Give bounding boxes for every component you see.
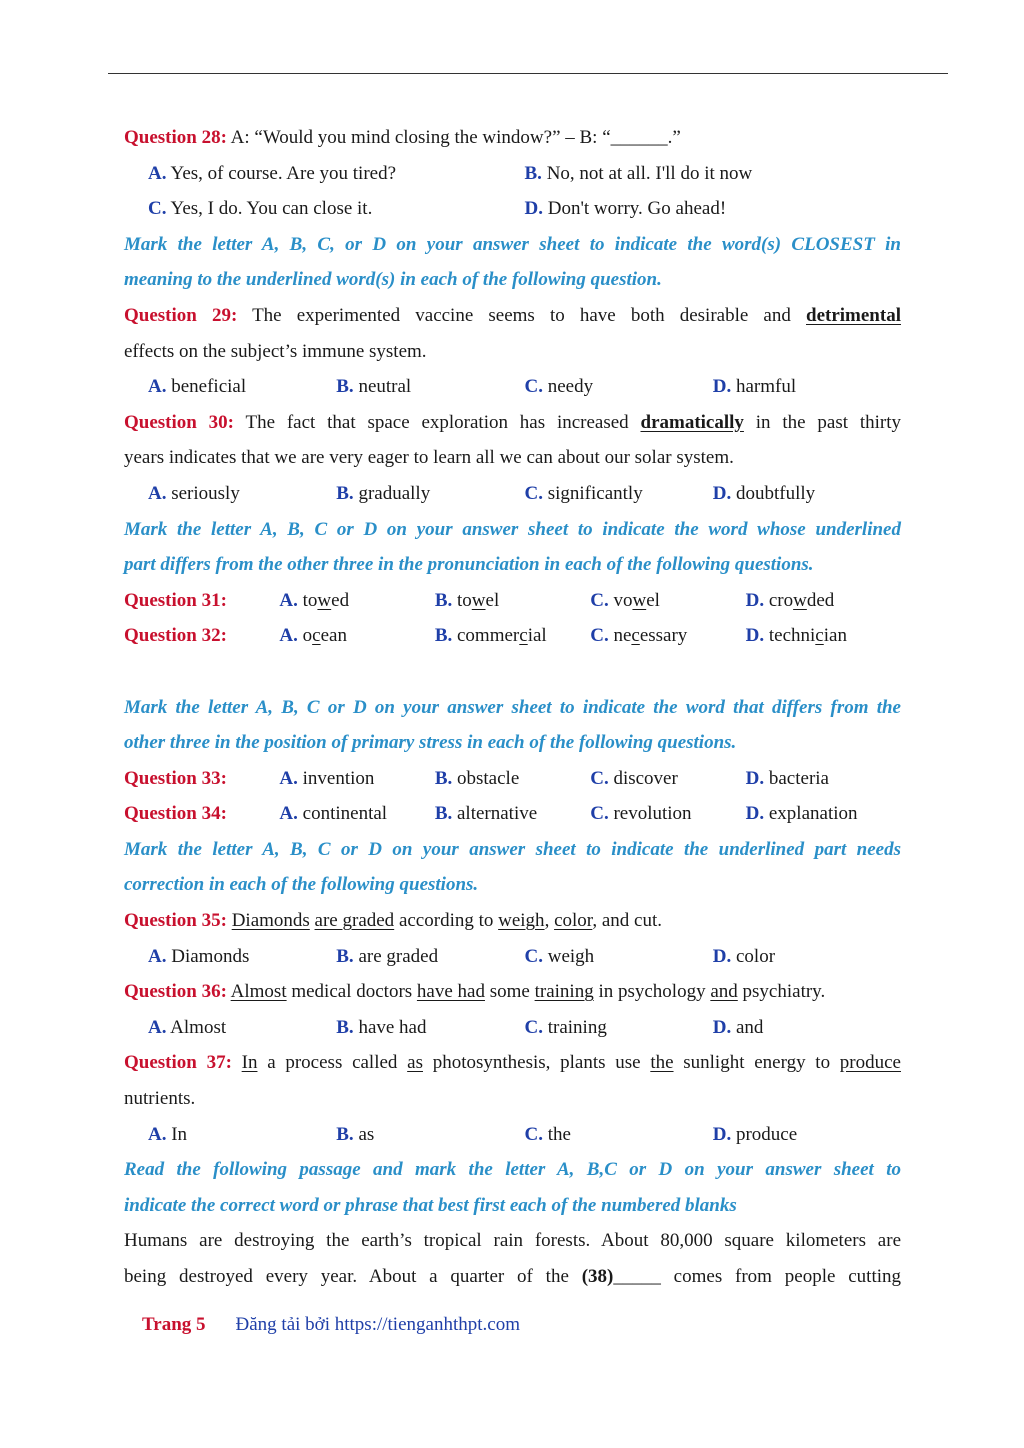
underlined-part: Almost xyxy=(230,981,287,1003)
option-text: and xyxy=(731,1016,764,1038)
option-letter: D. xyxy=(712,1016,732,1038)
option-text: ed xyxy=(331,589,350,611)
page-footer xyxy=(142,1314,520,1336)
question-32 xyxy=(124,618,901,654)
option-letter: C. xyxy=(590,767,609,789)
question-33 xyxy=(124,761,901,797)
option-text: commer xyxy=(452,625,520,647)
q28-options-row-1 xyxy=(124,156,901,192)
option-d xyxy=(746,583,901,619)
option-text: significantly xyxy=(542,482,643,504)
option-text: essary xyxy=(639,625,688,647)
question-label: Question 29: xyxy=(124,304,238,326)
q35-options xyxy=(124,939,901,975)
option-text: produce xyxy=(731,1123,798,1145)
option-text: Diamonds xyxy=(166,945,250,967)
spacer xyxy=(124,654,901,690)
option-b xyxy=(435,618,590,654)
underlined-letter: c xyxy=(631,625,640,647)
option-d xyxy=(713,476,901,512)
option-b xyxy=(336,1010,524,1046)
underlined-part: In xyxy=(241,1052,258,1074)
instruction-stress: Mark the letter A, B, C or D on your answer sheet to indicate the word that differs from the xyxy=(124,696,901,718)
option-letter: D. xyxy=(745,625,765,647)
option-a xyxy=(148,369,336,405)
option-text: to xyxy=(297,589,318,611)
question-text: , and cut. xyxy=(592,910,662,932)
option-letter: B. xyxy=(336,482,354,504)
passage-line-2 xyxy=(124,1259,901,1295)
question-text xyxy=(232,1052,242,1073)
option-b xyxy=(336,476,524,512)
option-text: vo xyxy=(608,589,633,611)
question-37 xyxy=(124,1045,901,1081)
option-a xyxy=(148,476,336,512)
option-text: ne xyxy=(608,625,632,647)
option-letter: B. xyxy=(524,162,542,184)
question-text: psychiatry. xyxy=(737,981,826,1003)
option-text: harmful xyxy=(731,376,797,398)
option-text: No, not at all. I'll do it now xyxy=(541,162,753,184)
option-c xyxy=(590,796,745,832)
question-29 xyxy=(124,298,901,334)
option-text: o xyxy=(297,625,313,647)
question-label: Question 33: xyxy=(124,767,227,789)
option-letter: B. xyxy=(434,767,453,789)
underlined-part: Diamonds xyxy=(231,910,310,932)
passage-text: being destroyed every year. About a quarter of the xyxy=(124,1266,582,1287)
option-letter: C. xyxy=(148,198,167,220)
option-text: have had xyxy=(353,1016,427,1038)
underlined-part: the xyxy=(650,1052,674,1074)
option-letter: A. xyxy=(279,803,298,825)
option-d xyxy=(746,761,901,797)
option-text: doubtfully xyxy=(731,482,816,504)
passage-line-1: Humans are destroying the earth’s tropical rain forests. About 80,000 square kilometers are xyxy=(124,1230,901,1252)
question-text: a process called xyxy=(257,1052,408,1074)
option-letter: B. xyxy=(336,945,354,967)
option-d xyxy=(713,1010,901,1046)
underlined-part: training xyxy=(534,981,594,1003)
page-number: Trang 5 xyxy=(142,1314,206,1335)
option-letter: A. xyxy=(148,945,167,967)
option-letter: C. xyxy=(524,376,543,398)
question-37-line-2: nutrients. xyxy=(124,1088,196,1110)
question-28 xyxy=(124,120,901,156)
question-30 xyxy=(124,405,901,441)
option-c xyxy=(525,1010,713,1046)
underlined-part: as xyxy=(407,1052,423,1074)
option-text: beneficial xyxy=(166,376,247,398)
option-c xyxy=(525,476,713,512)
underlined-letter: c xyxy=(815,625,824,647)
underlined-part: weigh xyxy=(498,910,545,932)
question-text: sunlight energy to xyxy=(673,1052,840,1074)
option-text: cro xyxy=(764,589,794,611)
option-d xyxy=(713,369,901,405)
option-letter: B. xyxy=(336,1016,354,1038)
option-text: invention xyxy=(297,767,375,789)
passage-text: _____ comes from people cutting xyxy=(613,1266,901,1287)
option-letter: D. xyxy=(712,1123,732,1145)
document-body xyxy=(124,120,901,1295)
instruction-pronunciation: Mark the letter A, B, C or D on your answer sheet to indicate the word whose underlined xyxy=(124,518,901,540)
q36-options xyxy=(124,1010,901,1046)
option-text: training xyxy=(542,1016,607,1038)
option-letter: B. xyxy=(434,625,453,647)
option-c xyxy=(590,618,745,654)
option-b xyxy=(336,939,524,975)
option-a xyxy=(279,618,434,654)
option-b xyxy=(435,796,590,832)
underlined-part: color xyxy=(554,910,593,932)
option-c xyxy=(525,1117,713,1153)
underlined-letter: c xyxy=(519,625,528,647)
option-text: revolution xyxy=(608,803,692,825)
question-29-line-2: effects on the subject’s immune system. xyxy=(124,340,427,362)
instruction-closest-meaning: Mark the letter A, B, C, or D on your answer sheet to indicate the word(s) CLOSEST in xyxy=(124,233,901,255)
underlined-part: and xyxy=(710,981,738,1003)
uploaded-by: Đăng tải bởi https://tienganhthpt.com xyxy=(235,1314,520,1335)
option-d xyxy=(713,1117,901,1153)
option-letter: C. xyxy=(524,482,543,504)
option-text: Almost xyxy=(166,1016,227,1038)
instruction-closest-meaning-2: meaning to the underlined word(s) in each of the following question. xyxy=(124,269,662,291)
instruction-stress-2: other three in the position of primary stress in each of the following questions. xyxy=(124,732,737,754)
underlined-keyword: detrimental xyxy=(806,304,901,326)
option-letter: C. xyxy=(524,1016,543,1038)
option-text: neutral xyxy=(353,376,412,398)
question-text: in the past thirty xyxy=(743,411,901,433)
header-rule xyxy=(108,73,948,74)
option-c xyxy=(525,939,713,975)
underlined-letter: w xyxy=(317,589,332,611)
option-letter: D. xyxy=(745,803,765,825)
underlined-part: produce xyxy=(839,1052,901,1074)
option-b xyxy=(435,761,590,797)
option-letter: A. xyxy=(279,767,298,789)
question-label: Question 32: xyxy=(124,625,227,647)
option-text: weigh xyxy=(542,945,595,967)
underlined-part: have had xyxy=(416,981,485,1003)
question-label: Question 37: xyxy=(124,1052,232,1074)
option-text: continental xyxy=(297,803,388,825)
option-b xyxy=(336,369,524,405)
option-letter: B. xyxy=(336,1123,354,1145)
question-label: Question 30: xyxy=(124,411,234,433)
underlined-letter: w xyxy=(793,589,807,611)
question-text: A: “Would you mind closing the window?” – B: “______.” xyxy=(226,127,681,148)
option-text: needy xyxy=(542,376,594,398)
q30-options xyxy=(124,476,901,512)
instruction-reading-2: indicate the correct word or phrase that best first each of the numbered blanks xyxy=(124,1194,737,1216)
option-letter: D. xyxy=(524,198,543,220)
instruction-reading: Read the following passage and mark the letter A, B,C or D on your answer sheet to xyxy=(124,1159,901,1181)
option-letter: C. xyxy=(524,1123,543,1145)
option-text: Yes, of course. Are you tired? xyxy=(166,162,397,184)
option-text: Don't worry. Go ahead! xyxy=(542,198,727,220)
q29-options xyxy=(124,369,901,405)
option-d xyxy=(525,191,902,227)
q28-options-row-2 xyxy=(124,191,901,227)
question-34 xyxy=(124,796,901,832)
option-text: techni xyxy=(764,625,816,647)
question-label: Question 31: xyxy=(124,589,227,611)
question-text: some xyxy=(484,981,535,1003)
option-a xyxy=(148,156,525,192)
option-text: color xyxy=(731,945,776,967)
instruction-correction-2: correction in each of the following questions. xyxy=(124,874,479,896)
option-letter: C. xyxy=(524,945,543,967)
option-b xyxy=(336,1117,524,1153)
option-text: are graded xyxy=(353,945,439,967)
blank-number: (38) xyxy=(581,1266,614,1287)
option-text: obstacle xyxy=(452,767,520,789)
option-text: ial xyxy=(527,625,547,647)
option-text: ian xyxy=(823,625,847,647)
question-35 xyxy=(124,903,901,939)
question-text: in psychology xyxy=(593,981,711,1003)
option-letter: D. xyxy=(712,945,732,967)
underlined-part: are graded xyxy=(314,910,395,932)
option-text: to xyxy=(452,589,472,611)
option-text: ean xyxy=(320,625,347,647)
question-label: Question 36: xyxy=(124,981,227,1003)
question-label: Question 35: xyxy=(124,910,227,932)
question-31 xyxy=(124,583,901,619)
option-letter: D. xyxy=(712,376,732,398)
underlined-letter: c xyxy=(312,625,321,647)
question-label: Question 34: xyxy=(124,803,227,825)
option-a xyxy=(279,796,434,832)
option-text: discover xyxy=(608,767,678,789)
option-text: the xyxy=(542,1123,571,1145)
option-letter: C. xyxy=(590,625,609,647)
question-label: Question 28: xyxy=(124,127,227,148)
option-letter: A. xyxy=(279,625,298,647)
option-text: explanation xyxy=(764,803,858,825)
option-b xyxy=(525,156,902,192)
option-letter: D. xyxy=(745,589,765,611)
option-a xyxy=(148,939,336,975)
question-text: The fact that space exploration has increased xyxy=(234,411,641,433)
option-d xyxy=(746,796,901,832)
option-c xyxy=(525,369,713,405)
underlined-letter: w xyxy=(471,589,486,611)
instruction-correction: Mark the letter A, B, C or D on your answer sheet to indicate the underlined part needs xyxy=(124,838,901,860)
option-text: seriously xyxy=(166,482,240,504)
option-a xyxy=(279,761,434,797)
question-text: , xyxy=(544,910,555,932)
option-text: el xyxy=(646,589,660,611)
option-letter: C. xyxy=(590,803,609,825)
option-a xyxy=(148,1117,336,1153)
question-36 xyxy=(124,974,901,1010)
option-a xyxy=(279,583,434,619)
option-letter: D. xyxy=(712,482,732,504)
question-text: The experimented vaccine seems to have both desirable and xyxy=(237,304,806,326)
option-text: bacteria xyxy=(764,767,829,789)
option-b xyxy=(435,583,590,619)
option-letter: A. xyxy=(148,482,167,504)
option-a xyxy=(148,1010,336,1046)
option-c xyxy=(590,583,745,619)
option-text: el xyxy=(485,589,500,611)
instruction-pronunciation-2: part differs from the other three in the pronunciation in each of the following questions. xyxy=(124,554,814,576)
option-letter: C. xyxy=(590,589,609,611)
option-text: ded xyxy=(806,589,835,611)
option-c xyxy=(590,761,745,797)
option-letter: A. xyxy=(148,162,167,184)
option-c xyxy=(148,191,525,227)
option-text: alternative xyxy=(452,803,538,825)
option-letter: A. xyxy=(148,376,167,398)
option-d xyxy=(746,618,901,654)
option-letter: B. xyxy=(434,589,453,611)
option-letter: B. xyxy=(336,376,354,398)
option-text: Yes, I do. You can close it. xyxy=(166,198,373,220)
option-text: gradually xyxy=(353,482,431,504)
option-letter: A. xyxy=(279,589,298,611)
question-text: photosynthesis, plants use xyxy=(422,1052,651,1074)
option-letter: A. xyxy=(148,1123,167,1145)
option-d xyxy=(713,939,901,975)
option-text: In xyxy=(166,1123,188,1145)
option-text: as xyxy=(353,1123,375,1145)
option-letter: A. xyxy=(148,1016,167,1038)
option-letter: B. xyxy=(434,803,453,825)
underlined-keyword: dramatically xyxy=(640,411,744,433)
q37-options xyxy=(124,1117,901,1153)
question-30-line-2: years indicates that we are very eager to learn all we can about our solar system. xyxy=(124,447,734,469)
question-text: medical doctors xyxy=(286,981,417,1003)
underlined-letter: w xyxy=(632,589,647,611)
question-text: according to xyxy=(394,910,499,932)
option-letter: D. xyxy=(745,767,765,789)
